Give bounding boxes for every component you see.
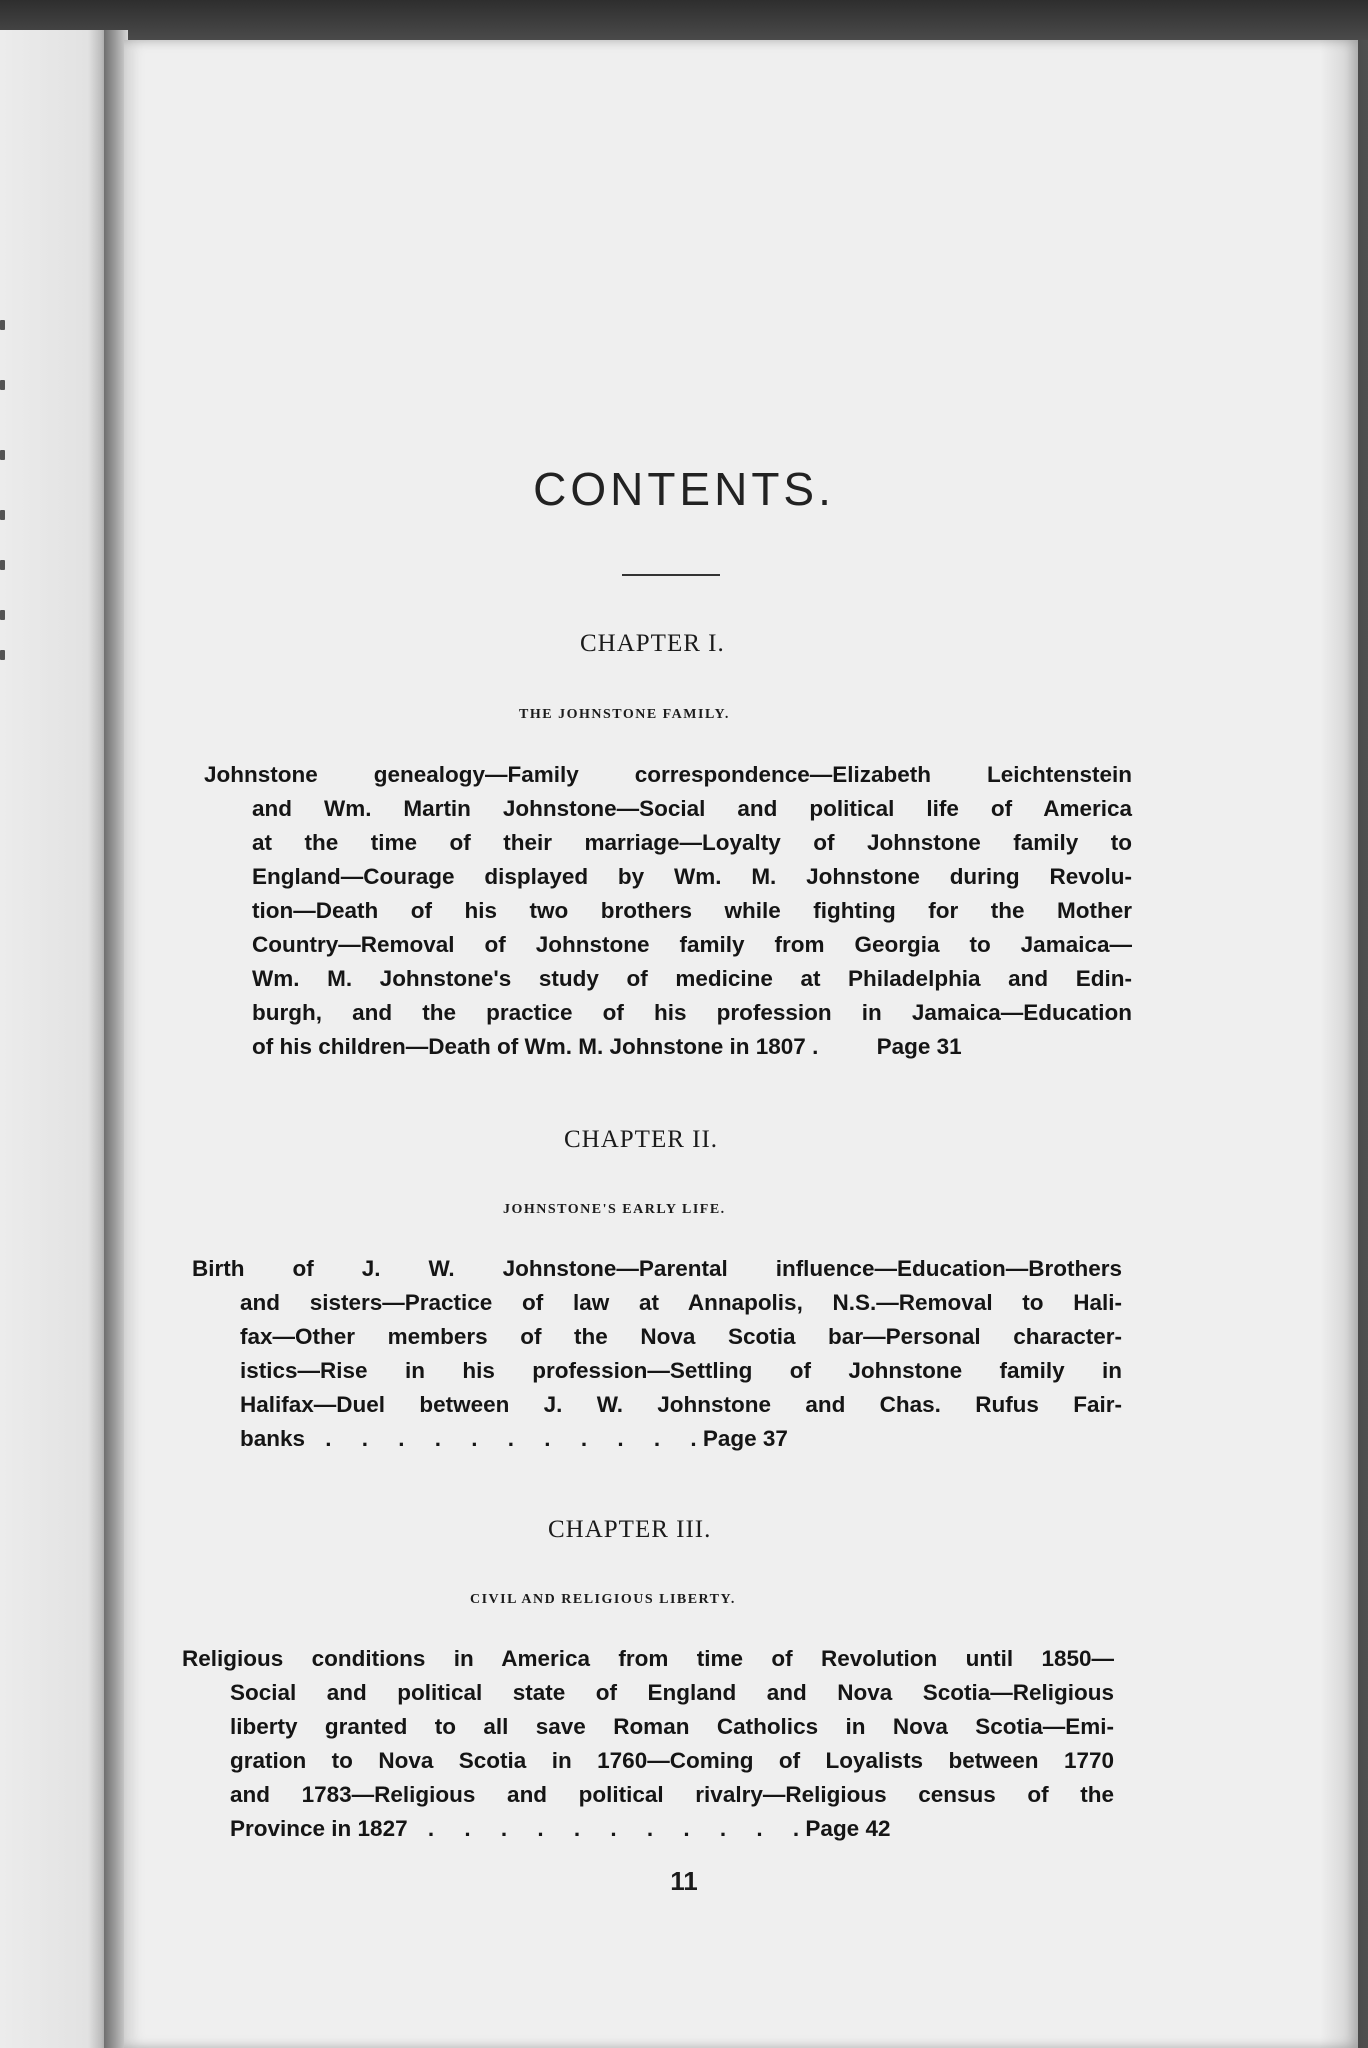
chapter-heading: CHAPTER I. [580,630,725,657]
summary-line: at the time of their marriage—Loyalty of Johnstone family to [252,830,1132,855]
chapter-summary [204,758,1132,1064]
chapter-subtitle: CIVIL AND RELIGIOUS LIBERTY. [470,1592,736,1607]
summary-line: tion—Death of his two brothers while fighting for the Mother [252,898,1132,923]
summary-line: burgh, and the practice of his profession in Jamaica—Education [252,1000,1132,1025]
summary-line: and 1783—Religious and political rivalry—Religious census of the [230,1782,1114,1807]
page-title: CONTENTS. [533,463,835,515]
summary-line: Country—Removal of Johnstone family from Georgia to Jamaica— [252,932,1132,957]
title-rule [622,574,720,576]
summary-line: Wm. M. Johnstone's study of medicine at Philadelphia and Edin- [252,966,1132,991]
chapter-summary [182,1642,1114,1846]
summary-last-line [240,1422,1122,1456]
summary-line: Province in 1827 [230,1816,408,1841]
summary-last-line [252,1030,1132,1064]
dot-leader: . . . . . . . . . . . [427,1816,800,1841]
summary-line: istics—Rise in his profession—Settling of Johnstone family in [240,1358,1122,1383]
page-number: 11 [670,1866,698,1896]
summary-line: Birth of J. W. Johnstone—Parental influence—Education—Brothers [192,1256,1122,1281]
dot-leader: . [812,1034,819,1059]
scanner-top-edge [0,0,1368,40]
summary-line: Halifax—Duel between J. W. Johnstone and Chas. Rufus Fair- [240,1392,1122,1417]
summary-line: banks [240,1426,306,1451]
summary-line: England—Courage displayed by Wm. M. Johnstone during Revolu- [252,864,1132,889]
summary-line: fax—Other members of the Nova Scotia bar—Personal character- [240,1324,1122,1349]
summary-line: Social and political state of England and Nova Scotia—Religious [230,1680,1114,1705]
chapter-heading: CHAPTER II. [564,1126,719,1153]
summary-last-line [230,1812,1114,1846]
page-reference: Page 42 [805,1816,891,1841]
summary-line: and Wm. Martin Johnstone—Social and political life of America [252,796,1132,821]
summary-line: gration to Nova Scotia in 1760—Coming of Loyalists between 1770 [230,1748,1114,1773]
chapter-heading: CHAPTER III. [548,1516,712,1543]
summary-line: Johnstone genealogy—Family correspondence—Elizabeth Leichtenstein [204,762,1132,787]
left-page-edge [0,30,110,2048]
dot-leader: . . . . . . . . . . . [325,1426,697,1451]
page-reference: Page 31 [876,1034,962,1059]
page-edge-shadow [1320,40,1368,2048]
summary-line: of his children—Death of Wm. M. Johnstone in 1807 [252,1034,806,1059]
summary-line: Religious conditions in America from time of Revolution until 1850— [182,1646,1114,1671]
chapter-summary [192,1252,1122,1456]
chapter-subtitle: THE JOHNSTONE FAMILY. [519,707,730,722]
page-reference: Page 37 [702,1426,788,1451]
summary-line: liberty granted to all save Roman Catholics in Nova Scotia—Emi- [230,1714,1114,1739]
summary-line: and sisters—Practice of law at Annapolis, N.S.—Removal to Hali- [240,1290,1122,1315]
chapter-subtitle: JOHNSTONE'S EARLY LIFE. [503,1202,726,1217]
